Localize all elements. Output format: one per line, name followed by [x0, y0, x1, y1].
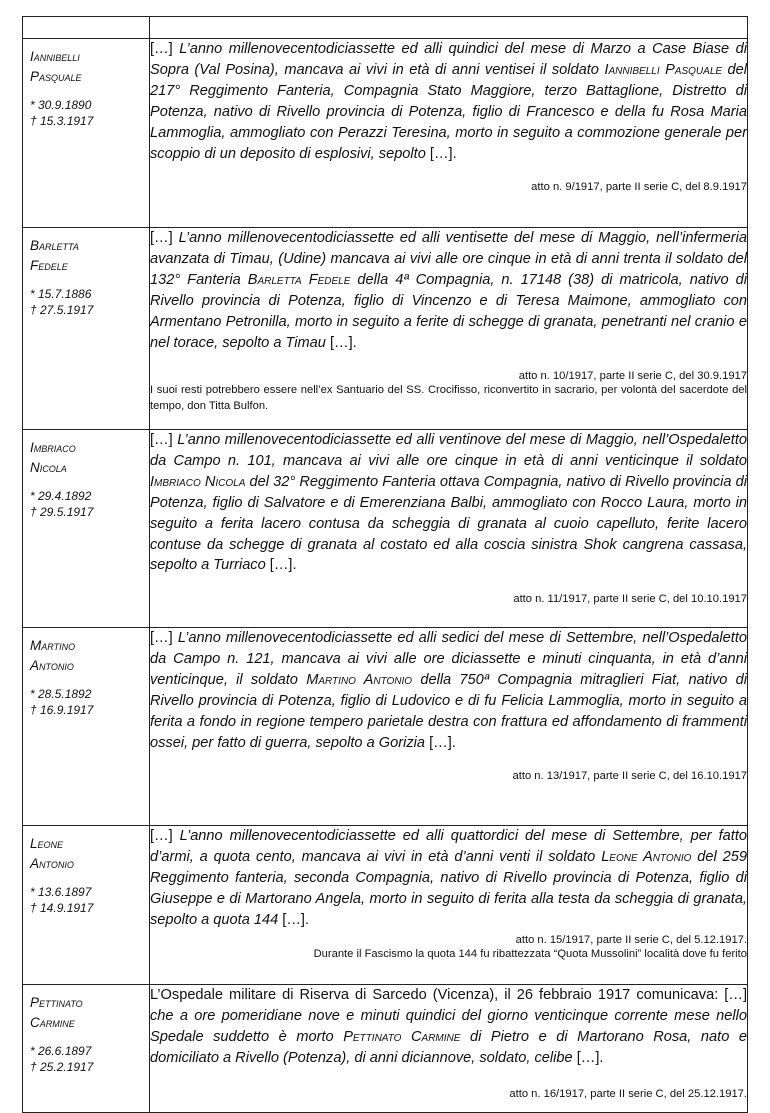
record-pre: L’anno millenovecentodiciassette ed alli ventisette del mese di Maggio, nell’infermeria avanzata di Timau, (Udine) mancava ai vivi alle ore cinque in età di anni trenta il soldato del 132° Fanteria: [150, 230, 747, 288]
birth-date: * 13.6.1897: [30, 885, 92, 899]
death-date: † 29.5.1917: [30, 505, 94, 519]
surname: Martino: [30, 638, 76, 653]
record-text: [150, 628, 747, 753]
record-note: I suoi resti potrebbero essere nell’ex Santuario del SS. Crocifisso, riconvertito in sacrario, per volontà del sacerdote del tempo, don Titta Bulfon.: [150, 384, 747, 412]
record-soldier-name: Iannibelli Pasquale: [604, 61, 723, 78]
soldier-name: [23, 228, 149, 276]
record-pre: L’anno millenovecentodiciassette ed alli sedici del mese di Settembre, nell’Ospedaletto da Campo n. 121, mancava ai vivi alle ore diciassette e minuti cinquanta, in età d’anni venticinque, il soldato: [150, 630, 747, 688]
soldier-cell: [23, 628, 150, 826]
record-post: di Pietro e di Martorano Rosa, nato e domiciliato a Rivello (Potenza), di anni diciannove, soldato, celibe: [150, 1028, 747, 1066]
record-reference: atto n. 11/1917, parte II serie C, del 10.10.1917: [513, 593, 747, 606]
record-pre: L’anno millenovecentodiciassette ed alli quindici del mese di Marzo a Case Biase di Sopra (Val Posina), mancava ai vivi in età di anni ventisei il soldato: [150, 41, 747, 78]
record-soldier-name: Imbriaco Nicola: [150, 473, 246, 490]
header-cell-record: [150, 17, 748, 39]
life-dates: [23, 676, 149, 718]
life-dates: [23, 1033, 149, 1075]
death-date: † 27.5.1917: [30, 303, 94, 317]
record-end: […].: [282, 911, 310, 928]
given-name: Carmine: [30, 1015, 75, 1030]
record-cell: [150, 430, 748, 628]
soldier-cell: [23, 39, 150, 228]
table-row: [23, 39, 748, 228]
life-dates: [23, 276, 149, 318]
death-date: † 15.3.1917: [30, 114, 94, 128]
record-end: […].: [576, 1049, 604, 1066]
surname: Iannibelli: [30, 49, 80, 64]
record-lead: […]: [150, 41, 180, 57]
birth-date: * 29.4.1892: [30, 489, 92, 503]
table-row: [23, 228, 748, 430]
soldier-name: [23, 628, 149, 676]
record-soldier-name: Pettinato Carmine: [343, 1028, 461, 1045]
given-name: Antonio: [30, 856, 74, 871]
record-reference: atto n. 16/1917, parte II serie C, del 25.12.1917.: [509, 1087, 747, 1100]
surname: Pettinato: [30, 995, 83, 1010]
birth-date: * 26.6.1897: [30, 1044, 92, 1058]
death-records-table: [22, 16, 748, 1113]
record-pre: L’anno millenovecentodiciassette ed alli quattordici del mese di Settembre, per fatto d’armi, a quota cento, mancava ai vivi in età d’anni venti il soldato: [150, 828, 747, 865]
record-reference: atto n. 10/1917, parte II serie C, del 30.9.1917: [518, 370, 747, 383]
record-pre: che a ore pomeridiane nove e minuti quindici del giorno venticinque corrente mese nello Spedale suddetto è morto: [150, 1007, 747, 1045]
record-post: della 750ª Compagnia mitraglieri Fiat, nativo di Rivello provincia di Potenza, figlio di Ludovico e di fu Felicia Lammoglia, morto in seguito a ferita a fondo in regione tempero parietale destra con frattura ed affondamento di frammenti ossei, per fatto di guerra, sepolto a Gorizia: [150, 671, 747, 751]
record-lead: […]: [150, 432, 178, 448]
header-row: [23, 17, 748, 39]
table-row: [23, 985, 748, 1113]
record-lead: […]: [150, 230, 179, 246]
record-text: [150, 228, 747, 353]
given-name: Nicola: [30, 460, 67, 475]
life-dates: [23, 478, 149, 520]
record-end: […].: [269, 557, 297, 574]
given-name: Antonio: [30, 658, 74, 673]
soldier-cell: [23, 826, 150, 985]
record-cell: [150, 628, 748, 826]
record-post: del 259 Reggimento fanteria, seconda Compagnia, nativo di Rivello provincia di Potenza, figlio di Giuseppe e di Martorano Angela, morto in seguito di ferita alla testa da scheggia di granata, sepolto a quota 144: [150, 848, 747, 928]
soldier-cell: [23, 985, 150, 1113]
death-date: † 16.9.1917: [30, 703, 94, 717]
record-lead: […]: [150, 828, 180, 844]
header-cell-name: [23, 17, 150, 39]
record-cell: [150, 826, 748, 985]
death-date: † 14.9.1917: [30, 901, 94, 915]
record-post: del 32° Reggimento Fanteria ottava Compagnia, nativo di Rivello provincia di Potenza, figlio di Salvatore e di Emerenziana Balbi, ammogliato con Rocco Laura, morto in seguito a ferita lacero contusa da scheggia di granata al cuoio capelluto, ferite lacero contuse da schegge di granata al costato ed alla coscia sinistra Shok cangrena cassasa, sepolto a Turriaco: [150, 473, 748, 574]
record-note: Durante il Fascismo la quota 144 fu ribattezzata “Quota Mussolini” località dove fu ferito: [313, 947, 747, 960]
table-row: [23, 826, 748, 985]
soldier-cell: [23, 228, 150, 430]
record-post: della 4ª Compagnia, n. 17148 (38) di matricola, nativo di Rivello provincia di Potenza, figlio di Vincenzo e di Teresa Maimone, ammogliato con Armentano Petronilla, morto in seguito a ferite di schegge di granata, penetranti nel cranio e nel torace, sepolto a Timau: [150, 271, 747, 351]
record-text: [150, 985, 747, 1069]
record-cell: [150, 39, 748, 228]
surname: Barletta: [30, 238, 79, 253]
life-dates: [23, 874, 149, 916]
record-end: […].: [329, 334, 357, 351]
record-lead: […]: [150, 630, 178, 646]
table-row: [23, 430, 748, 628]
record-text: [150, 430, 747, 576]
soldier-name: [23, 39, 149, 87]
soldier-name: [23, 430, 149, 478]
soldier-name: [23, 826, 149, 874]
record-soldier-name: Martino Antonio: [306, 671, 413, 688]
record-soldier-name: Barletta Fedele: [247, 271, 351, 288]
soldier-name: [23, 985, 149, 1033]
soldier-cell: [23, 430, 150, 628]
birth-date: * 28.5.1892: [30, 687, 92, 701]
record-reference: atto n. 15/1917, parte II serie C, del 5.12.1917.: [515, 933, 747, 946]
record-cell: [150, 228, 748, 430]
record-end: […].: [429, 145, 457, 162]
life-dates: [23, 87, 149, 129]
record-reference: atto n. 13/1917, parte II serie C, del 16.10.1917: [512, 770, 747, 783]
record-reference: atto n. 9/1917, parte II serie C, del 8.9.1917: [531, 181, 747, 194]
record-end: […].: [429, 734, 456, 751]
given-name: Fedele: [30, 258, 68, 273]
birth-date: * 30.9.1890: [30, 98, 92, 112]
record-pre: L’anno millenovecentodiciassette ed alli ventinove del mese di Maggio, nell’Ospedaletto da Campo n. 101, mancava ai vivi alle ore cinque in età di anni venticinque il soldato: [150, 432, 748, 469]
birth-date: * 15.7.1886: [30, 287, 92, 301]
surname: Leone: [30, 836, 64, 851]
record-post: del 217° Reggimento Fanteria, Compagnia Stato Maggiore, terzo Battaglione, Distretto di Potenza, nativo di Rivello provincia di Potenza, figlio di Francesco e della fu Rosa Maria Lammoglia, ammogliato con Perazzi Teresina, morto in seguito a commozione generale per scoppio di un deposito di esplosivi, sepolto: [150, 61, 748, 162]
record-text: [150, 39, 747, 164]
table-row: [23, 628, 748, 826]
record-soldier-name: Leone Antonio: [601, 848, 692, 865]
record-lead: L’Ospedale militare di Riserva di Sarcedo (Vicenza), il 26 febbraio 1917 comunicava: […]: [150, 987, 747, 1003]
death-date: † 25.2.1917: [30, 1060, 94, 1074]
record-cell: [150, 985, 748, 1113]
given-name: Pasquale: [30, 69, 82, 84]
surname: Imbriaco: [30, 440, 76, 455]
record-text: [150, 826, 747, 931]
